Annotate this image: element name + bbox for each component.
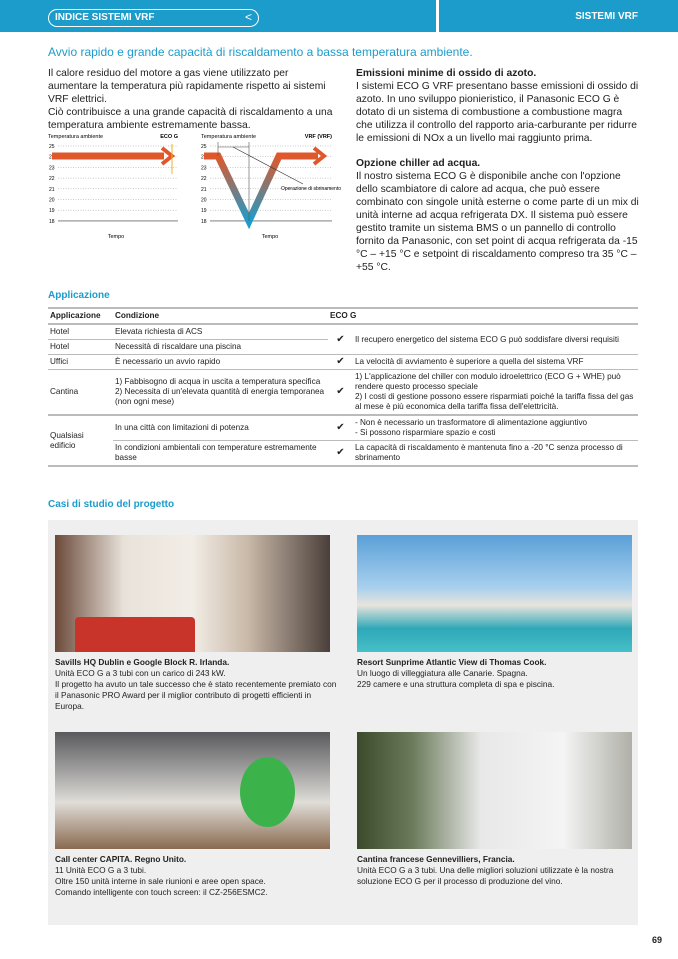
tick-label: 21 [201, 186, 207, 193]
tick-label: 23 [49, 165, 55, 172]
case-line: Unità ECO G a 3 tubi. Una delle migliori soluzioni utilizzate è la nostra soluzione ECO G per il processo di produzione del vino. [357, 865, 614, 886]
photo-winery [357, 732, 632, 849]
case-line: Il progetto ha avuto un tale successo che è stato recentemente premiato con il Panasonic PRO Award per il miglior contributo di progetti efficienti in Europa. [55, 679, 337, 711]
col-eco-g: ECO G [328, 308, 638, 324]
cell-app: Uffici [48, 355, 113, 370]
cell-cond: Elevata richiesta di ACS [113, 324, 328, 340]
defrost-annotation: Operazione di sbrinamento [280, 186, 342, 192]
cell-desc: La velocità di avviamento è superiore a quella del sistema VRF [353, 355, 638, 370]
section-title: SISTEMI VRF [575, 11, 638, 22]
case-line: Comando intelligente con touch screen: il CZ-256ESMC2. [55, 887, 268, 897]
case-study-caption [55, 854, 340, 898]
page-title: Avvio rapido e grande capacità di riscaldamento a bassa temperatura ambiente. [48, 45, 473, 59]
cell-cond: In condizioni ambientali con temperature estremamente basse [113, 441, 328, 467]
chiller-title: Opzione chiller ad acqua. [356, 158, 481, 169]
header-bar [0, 0, 678, 32]
tick-label: 18 [201, 218, 207, 225]
intro-paragraph-2: Ciò contribuisce a una grande capacità di riscaldamento a una temperatura ambiente estremamente bassa. [48, 107, 333, 131]
col-applicazione: Applicazione [48, 308, 113, 324]
chart2-xlabel: Tempo [261, 234, 279, 240]
emissions-section [356, 67, 641, 145]
casi-heading: Casi di studio del progetto [48, 499, 175, 510]
cell-desc: La capacità di riscaldamento è mantenuta fino a -20 °C senza processo di sbrinamento [353, 441, 638, 467]
case-title: Resort Sunprime Atlantic View di Thomas Cook. [357, 657, 547, 667]
index-label: INDICE SISTEMI VRF [55, 12, 155, 23]
tick-label: 22 [201, 176, 207, 183]
cell-desc [353, 415, 638, 441]
table-row [48, 355, 638, 370]
cell-app: Hotel [48, 340, 113, 355]
tick-label: 18 [49, 218, 55, 225]
chiller-text: Il nostro sistema ECO G è disponibile anche con l'opzione dello scambiatore di calore ad acqua, che può essere combinato con singole unità esterne o come parte di un mix di unità interne ad acqua refrigerata DX. Il sistema può essere gestito tramite un sistema BMS o un pannello di controllo fornito da Panasonic, con set point di acqua refrigerata da -15 °C – +15 °C e setpoint di riscaldamento compreso tra 35 °C – +55 °C. [356, 171, 639, 273]
index-link[interactable] [48, 9, 259, 27]
case-line: 229 camere e una struttura completa di spa e piscina. [357, 679, 555, 689]
applicazione-table [48, 307, 638, 467]
chart2-ylabel: Temperatura ambiente [201, 134, 257, 140]
case-study-caption [357, 854, 642, 887]
cell-app: Cantina [48, 370, 113, 416]
case-line: Unità ECO G a 3 tubi con un carico di 243 kW. [55, 668, 226, 678]
page-number: 69 [651, 935, 662, 945]
cell-app: Hotel [48, 324, 113, 340]
tick-label: 20 [201, 197, 207, 204]
case-title: Call center CAPITA. Regno Unito. [55, 854, 187, 864]
case-line: Un luogo di villeggiatura alle Canarie. Spagna. [357, 668, 528, 678]
table-row [48, 441, 638, 467]
case-study-caption [55, 657, 340, 712]
cell-cond [113, 370, 328, 416]
table-row [48, 415, 638, 441]
check-icon: ✔ [328, 415, 353, 441]
case-study-caption [357, 657, 642, 690]
table-row [48, 324, 638, 340]
tick-label: 25 [201, 144, 207, 150]
tick-label: 24 [201, 154, 207, 161]
desc-line: 1) L'applicazione del chiller con modulo idroelettrico (ECO G + WHE) può rendere questo processo speciale [355, 372, 621, 391]
cond-line: 1) Fabbisogno di acqua in uscita a temperatura specifica [115, 377, 321, 386]
tick-label: 23 [201, 165, 207, 172]
applicazione-heading: Applicazione [48, 290, 110, 301]
emissions-title: Emissioni minime di ossido di azoto. [356, 68, 537, 79]
temperature-charts [48, 132, 348, 242]
cell-cond: È necessario un avvio rapido [113, 355, 328, 370]
tick-label: 20 [49, 197, 55, 204]
tick-label: 19 [49, 208, 55, 215]
cell-desc: Il recupero energetico del sistema ECO G può soddisfare diversi requisiti [353, 324, 638, 355]
check-icon: ✔ [328, 441, 353, 467]
cell-desc [353, 370, 638, 416]
case-title: Savills HQ Dublin e Google Block R. Irlanda. [55, 657, 230, 667]
desc-line: - Non è necessario un trasformatore di alimentazione aggiuntivo [355, 418, 588, 427]
tick-label: 19 [201, 208, 207, 215]
intro-text [48, 67, 333, 132]
chiller-section [356, 157, 641, 274]
cond-line: 2) Necessita di un'elevata quantità di energia temporanea (non ogni mese) [115, 387, 325, 406]
intro-paragraph-1: Il calore residuo del motore a gas viene utilizzato per aumentare la temperatura più rapidamente rispetto ai sistemi VRF elettrici. [48, 68, 326, 105]
chevron-left-icon: < [244, 10, 252, 24]
tick-label: 22 [49, 176, 55, 183]
photo-savills-office [55, 535, 330, 652]
photo-call-center [55, 732, 330, 849]
check-icon: ✔ [328, 355, 353, 370]
header-divider [436, 0, 439, 32]
table-header [48, 308, 638, 324]
check-icon: ✔ [328, 324, 353, 355]
col-condizione: Condizione [113, 308, 328, 324]
case-title: Cantina francese Gennevilliers, Francia. [357, 854, 515, 864]
chart1-ylabel: Temperatura ambiente [48, 134, 104, 140]
chart1-title: ECO G [160, 134, 178, 140]
tick-label: 21 [49, 186, 55, 193]
case-line: Oltre 150 unità interne in sale riunioni e aree open space. [55, 876, 266, 886]
table-row [48, 370, 638, 416]
desc-line: 2) I costi di gestione possono essere risparmiati poiché la tariffa fissa del gas al mese è più economica della tariffa fissa dell'elettricità. [355, 392, 634, 411]
chart2-title: VRF (VRF) [304, 134, 332, 140]
desc-line: - Si possono risparmiare spazio e costi [355, 428, 496, 437]
case-line: 11 Unità ECO G a 3 tubi. [55, 865, 147, 875]
tick-label: 25 [49, 144, 55, 150]
tick-label: 24 [49, 154, 55, 161]
emissions-text: I sistemi ECO G VRF presentano basse emissioni di ossido di azoto. In uno sviluppo pionieristico, il Panasonic ECO G è dotato di un sistema di combustione a combustione magra che utilizza il controllo del rapporto aria-carburante per ridurre le emissioni di NOx a un livello mai raggiunto prima. [356, 81, 639, 144]
cell-app: Qualsiasi edificio [48, 415, 113, 466]
cell-cond: In una città con limitazioni di potenza [113, 415, 328, 441]
chart1-xlabel: Tempo [107, 234, 125, 240]
check-icon: ✔ [328, 370, 353, 416]
photo-resort-pool [357, 535, 632, 652]
cell-cond: Necessità di riscaldare una piscina [113, 340, 328, 355]
